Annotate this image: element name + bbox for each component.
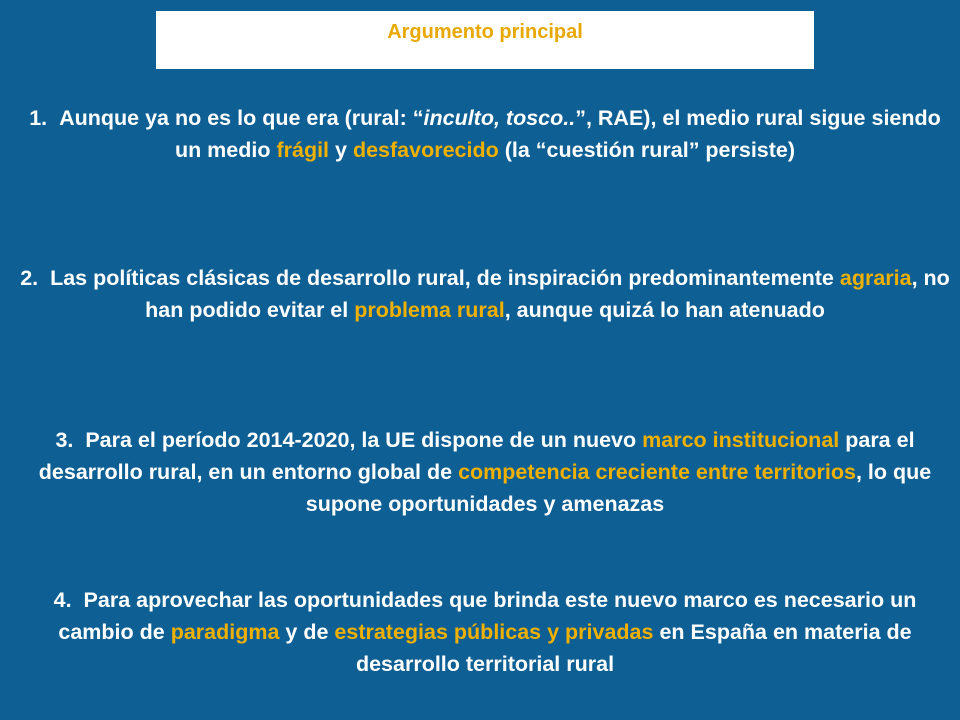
item-text: , aunque quizá lo han atenuado — [504, 298, 825, 322]
argument-item-3 — [20, 424, 950, 520]
item-text: en España en materia de desarrollo territorial rural — [355, 620, 912, 676]
highlight-term: competencia creciente entre territorios — [458, 460, 856, 484]
highlight-term: problema rural — [354, 298, 505, 322]
title-box — [156, 11, 814, 69]
quoted-definition: inculto, tosco.. — [423, 106, 576, 130]
item-text: , no han podido evitar el — [145, 266, 950, 322]
highlight-term: frágil — [276, 138, 330, 162]
item-text: y de — [279, 620, 335, 644]
item-number: 2. — [20, 266, 39, 290]
item-number: 3. — [55, 428, 74, 452]
slide-title: Argumento principal — [387, 21, 583, 43]
item-text: para el desarrollo rural, en un entorno global de — [38, 428, 915, 484]
item-text: ”, RAE), el medio rural sigue siendo un medio — [174, 106, 941, 162]
item-number: 4. — [53, 588, 72, 612]
item-text: Para aprovechar las oportunidades que brinda este nuevo marco es necesario un cambio de — [58, 588, 917, 644]
item-text: Aunque ya no es lo que era (rural: “ — [59, 106, 424, 130]
highlight-term: marco institucional — [642, 428, 840, 452]
highlight-term: estrategias públicas y privadas — [334, 620, 654, 644]
argument-item-2 — [20, 262, 950, 326]
argument-item-1 — [20, 102, 950, 166]
item-number: 1. — [29, 106, 48, 130]
item-text: Las políticas clásicas de desarrollo rural, de inspiración predominantemente — [50, 266, 840, 290]
argument-item-4 — [20, 584, 950, 680]
item-text: y — [329, 138, 353, 162]
highlight-term: desfavorecido — [352, 138, 499, 162]
item-text: (la “cuestión rural” persiste) — [498, 138, 796, 162]
highlight-term: agraria — [839, 266, 912, 290]
item-text: Para el período 2014-2020, la UE dispone de un nuevo — [85, 428, 643, 452]
item-text: , lo que supone oportunidades y amenazas — [305, 460, 932, 516]
highlight-term: paradigma — [170, 620, 280, 644]
